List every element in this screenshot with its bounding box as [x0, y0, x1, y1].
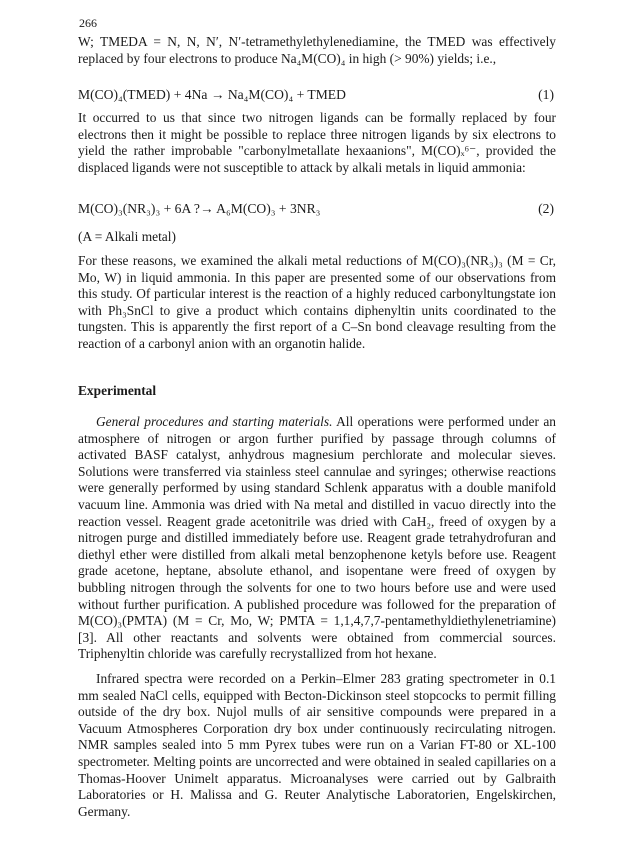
equation-2-expression: M(CO)₃(NR₃)₃ + 6A ?→ A₆M(CO)₃ + 3NR₃ [78, 201, 321, 216]
equation-2-note: (A = Alkali metal) [78, 229, 176, 244]
experimental-paragraph-1-body: All operations were performed under an atmosphere of nitrogen or argon further purified by passage through columns of activated BASF catalyst, anhydrous magnesium perchlorate and molecular sieves. Solutions were transferred via stainless steel cannulae and syringes; otherwise reactions were generally performed by using standard Schlenk apparatus with a double manifold vacuum line. Ammonia was dried with Na metal and distilled in vacuo directly into the reaction vessel. Reagent grade acetonitrile was dried with CaH₂, freed of oxygen by a nitrogen purge and distilled immediately before use. Reagent grade tetrahydrofuran and diethyl ether were distilled from alkali metal benzophenone ketyls before use. Reagent grade acetone, heptane, absolute ethanol, and isopentane were freed of oxygen by bubbling nitrogen through the solvents for one to two hours before use and were used without further purification. A published procedure was followed for the preparation of M(CO)₃(PMTA) (M = Cr, Mo, W; PMTA = 1,1,4,7,7-pentamethyldiethylenetriamine) [3]. All other reactants and solvents were obtained from commercial sources. Triphenyltin chloride was carefully recrystallized from hot hexane. [78, 414, 556, 662]
page-number: 266 [79, 16, 97, 30]
experimental-paragraph-2: Infrared spectra were recorded on a Perkin–Elmer 283 grating spectrometer in 0.1 mm sealed NaCl cells, equipped with Becton-Dickinson steel stopcocks to permit filling outside of the dry box. Nujol mulls of air sensitive compounds were prepared in a Vacuum Atmospheres Corporation dry box under continuously recirculating nitrogen. NMR samples sealed into 5 mm Pyrex tubes were run on a Varian FT-80 or XL-100 spectrometer. Melting points are uncorrected and were obtained in sealed capillaries on a Thomas-Hoover Unimelt apparatus. Microanalyses were carried out by Galbraith Laboratories or H. Malissa and G. Reuter Analytische Laboratorien, Engelskirchen, Germany. [78, 671, 556, 819]
equation-2-number: (2) [538, 201, 554, 216]
equation-1-number: (1) [538, 87, 554, 102]
intro-paragraph-3: For these reasons, we examined the alkali metal reductions of M(CO)₃(NR₃)₃ (M = Cr, Mo, W) in liquid ammonia. In this paper are presented some of our observations from this study. Of particular interest is the reaction of a highly reduced carbonyltungstate ion with Ph₃SnCl to give a product which contains diphenyltin units coordinated to the tungsten. This is apparently the first report of a C–Sn bond cleavage resulting from the reaction of a carbonyl anion with an organotin halide. [78, 253, 556, 351]
paragraph-lead-title: General procedures and starting materials. [96, 414, 333, 429]
equation-1-expression: M(CO)₄(TMED) + 4Na → Na₄M(CO)₄ + TMED [78, 87, 346, 102]
intro-paragraph-1: W; TMEDA = N, N, N′, N′-tetramethylethylenediamine, the TMED was effectively replaced by four electrons to produce Na₄M(CO)₄ in high (> 90%) yields; i.e., [78, 34, 556, 66]
intro-paragraph-2: It occurred to us that since two nitrogen ligands can be formally replaced by four electrons then it might be possible to replace three nitrogen ligands by six electrons to yield the rather improbable "carbonylmetallate hexaanions", M(CO)ₓ⁶⁻, provided the displaced ligands were not susceptible to attack by alkali metals in liquid ammonia: [78, 110, 556, 175]
equation-1 [78, 87, 556, 105]
section-heading-experimental: Experimental [78, 383, 157, 398]
experimental-paragraph-1 [78, 414, 556, 663]
equation-2 [78, 201, 556, 219]
